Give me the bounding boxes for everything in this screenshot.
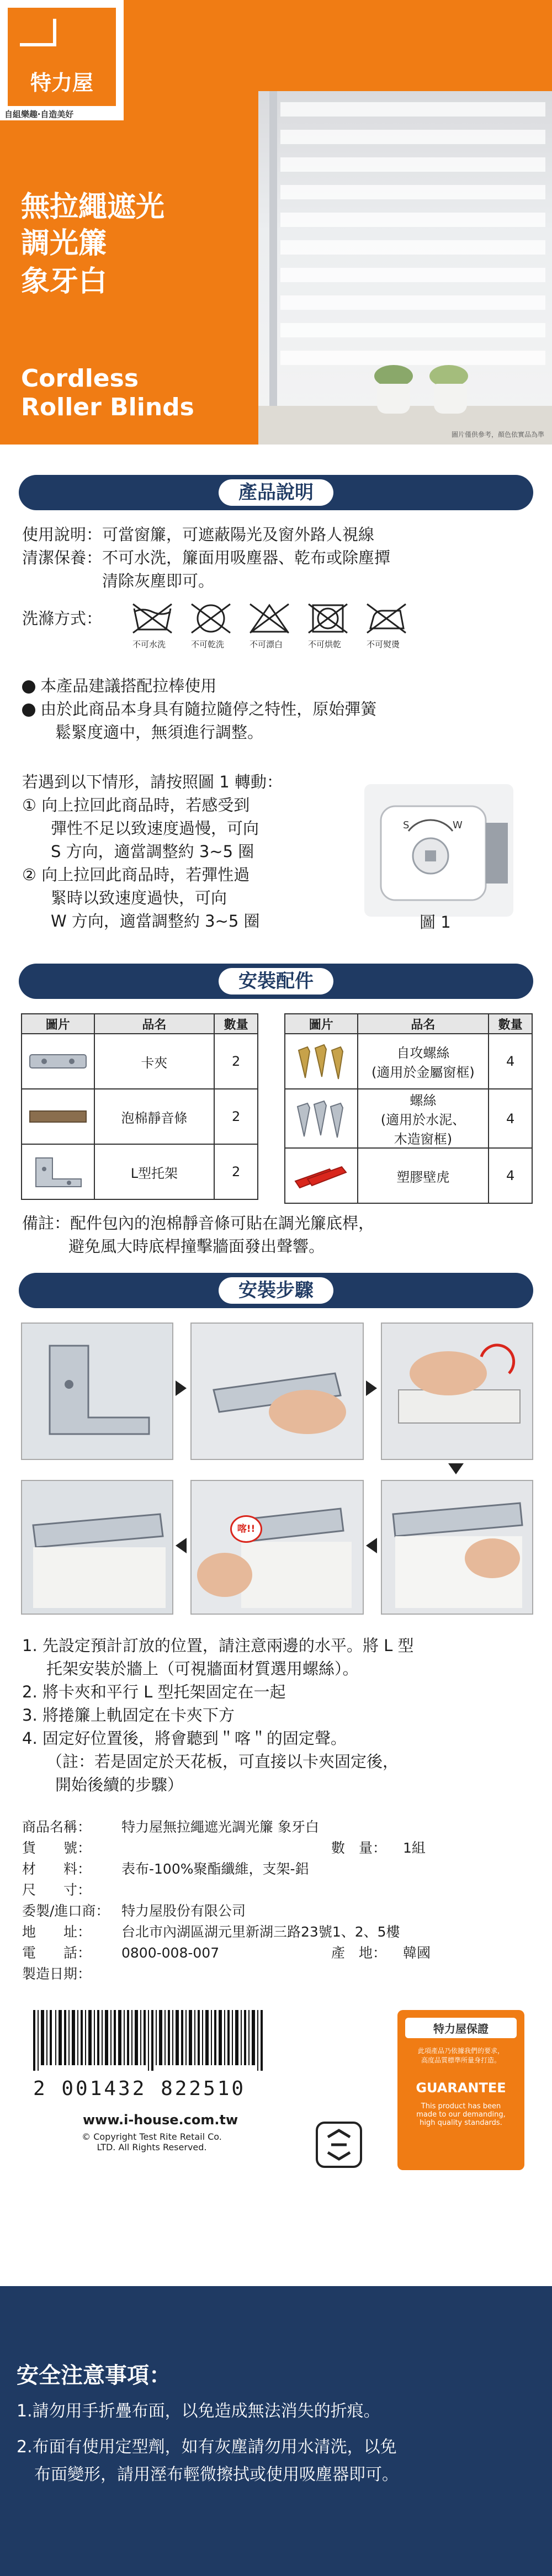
spec-label: 製造日期：: [22, 1966, 92, 1982]
no-dry-clean-icon: [189, 602, 232, 635]
part-qty: 4: [489, 1148, 532, 1203]
title-line: 無拉繩遮光: [21, 191, 165, 224]
svg-text:S: S: [403, 819, 410, 831]
usage-label: 使用說明：: [22, 525, 103, 544]
title-line: 調光簾: [21, 227, 108, 260]
step-photo-4: [382, 1481, 532, 1614]
guarantee-en: high quality standards.: [420, 2119, 502, 2127]
part-name-line: 自攻螺絲: [396, 1045, 450, 1061]
step-text: 開始後續的步驟）: [55, 1775, 184, 1794]
part-qty: 2: [214, 1144, 258, 1199]
step-photo-6: [22, 1481, 172, 1614]
col-header: 數量: [489, 1014, 532, 1034]
spec-value: [403, 1817, 530, 1838]
spring-adjust-diagram: [364, 784, 513, 917]
adjust-line: ① 向上拉回此商品時，若感受到: [22, 796, 250, 814]
table-header-row: [22, 1014, 258, 1034]
table-row: [22, 1144, 258, 1199]
step-photo-1: [22, 1324, 172, 1459]
copyright: [72, 2131, 232, 2152]
section-heading: 安裝配件: [219, 968, 333, 995]
l-bracket-icon: [30, 1152, 86, 1191]
logo-glyph-icon: [20, 19, 56, 46]
part-qty: 2: [214, 1089, 258, 1144]
no-bleach-icon: [248, 602, 291, 635]
spec-label: 貨 號：: [22, 1840, 92, 1856]
part-qty: 4: [489, 1089, 532, 1148]
barcode-icon: [33, 2010, 276, 2076]
spec-label: 數 量：: [331, 1840, 387, 1856]
photo-caption: 圖片僅供參考，顏色依實品為準: [451, 431, 544, 438]
step-text: 4. 固定好位置後，將會聽到＂喀＂的固定聲。: [22, 1729, 347, 1748]
spec-label: [331, 1880, 403, 1901]
step-text: 托架安裝於牆上（可視牆面材質選用螺絲）。: [46, 1659, 359, 1678]
part-image: [22, 1034, 94, 1089]
usage-row: [22, 523, 530, 546]
clean-text-cont: 清除灰塵即可。: [102, 572, 215, 590]
wall-anchor-icon: [291, 1159, 352, 1192]
no-iron-icon: [365, 602, 408, 635]
blind-stripe: [280, 157, 545, 172]
part-image: [22, 1089, 94, 1144]
title-en-line: Cordless: [21, 364, 139, 393]
spec-row: [22, 1964, 530, 1985]
blind-stripe: [280, 295, 545, 310]
logo-mark: [8, 8, 116, 106]
no-tumble-dry-icon: [306, 602, 349, 635]
part-name: L型托架: [94, 1144, 215, 1199]
guarantee-en: made to our demanding,: [416, 2110, 506, 2119]
parts-note-cont: 避免風大時底桿撞擊牆面發出聲響。: [68, 1237, 325, 1256]
recycle-icon: [315, 2120, 363, 2169]
clean-row: [22, 547, 530, 569]
foam-strip-icon: [28, 1105, 88, 1128]
arrow-left-icon: [366, 1538, 377, 1553]
part-image: [285, 1148, 358, 1203]
plant-pot: [377, 384, 410, 414]
click-badge: 喀!!: [230, 1515, 262, 1543]
note-text: 本產品建議搭配拉棒使用: [40, 676, 217, 695]
step-image: [21, 1323, 173, 1460]
spec-label: 委製/進口商：: [22, 1903, 110, 1919]
barcode-number: 2 001432 822510: [33, 2077, 246, 2100]
section-bar-parts: [19, 964, 533, 999]
part-name-line: (適用於金屬窗框): [371, 1065, 475, 1080]
spec-value: 特力屋無拉繩遮光調光簾 象牙白: [121, 1819, 319, 1835]
wash-label: 洗滌方式：: [22, 609, 103, 628]
part-name: 泡棉靜音條: [94, 1089, 215, 1144]
copyright-line: LTD. All Rights Reserved.: [97, 2142, 207, 2152]
spec-value: 表布-100%聚酯纖維，支架-鋁: [121, 1861, 309, 1877]
table-row: [285, 1089, 532, 1148]
spec-value: [403, 1880, 530, 1901]
note-text-cont: 鬆緊度適中，無須進行調整。: [55, 723, 264, 742]
bullet-icon: [22, 703, 35, 717]
spec-value: [121, 1838, 331, 1859]
step-photo-3: [382, 1324, 532, 1459]
wash-icon-label: 不可水洗: [132, 639, 166, 649]
product-color: 象牙白: [21, 265, 108, 298]
screw-icon: [291, 1097, 352, 1141]
spec-label: 材 料：: [22, 1861, 92, 1877]
part-image: [285, 1034, 358, 1089]
spec-value: 0800-008-007: [121, 1945, 220, 1961]
part-name: 卡夾: [94, 1034, 215, 1089]
step-text: 1. 先設定預計訂放的位置，請注意兩邊的水平。將 L 型: [22, 1636, 414, 1655]
spec-row: [22, 1943, 530, 1964]
col-header: 圖片: [22, 1014, 94, 1034]
step-image: [381, 1480, 533, 1615]
arrow-left-icon: [176, 1538, 187, 1553]
spec-value: 特力屋股份有限公司: [121, 1903, 246, 1919]
note-text: 由於此商品本身具有隨拉隨停之特性，原始彈簧: [40, 700, 377, 718]
brand-logo: [0, 0, 124, 120]
adjust-line: ② 向上拉回此商品時，若彈性過: [22, 865, 250, 884]
svg-text:W: W: [453, 819, 463, 831]
adjust-line: W 方向，適當調整約 3~5 圈: [51, 912, 260, 930]
spec-label: [331, 1817, 403, 1838]
wash-icon-label: 不可熨燙: [367, 639, 400, 649]
self-tapping-screw-icon: [291, 1039, 352, 1083]
spec-table: [22, 1817, 530, 1985]
table-row: [285, 1034, 532, 1089]
guarantee-badge: [397, 2010, 524, 2170]
step-image: [190, 1323, 364, 1460]
section-heading: 安裝步驟: [219, 1277, 333, 1304]
step-image: [190, 1480, 364, 1615]
wash-icon-label: 不可烘乾: [308, 639, 342, 649]
part-name: 塑膠壁虎: [358, 1148, 489, 1203]
part-qty: 4: [489, 1034, 532, 1089]
safety-panel: [0, 2286, 552, 2576]
blind-stripe: [280, 102, 545, 117]
spec-value: [403, 1964, 530, 1985]
step-text: 2. 將卡夾和平行 L 型托架固定在一起: [22, 1683, 286, 1701]
step-image: [381, 1323, 533, 1460]
guarantee-cn: 高度品質標準所量身打造。: [421, 2056, 501, 2064]
arrow-right-icon: [366, 1380, 377, 1396]
step-text: 3. 將捲簾上軌固定在卡夾下方: [22, 1706, 235, 1725]
blind-stripe: [280, 130, 545, 144]
copyright-line: © Copyright Test Rite Retail Co.: [82, 2131, 222, 2142]
spec-row: [22, 1880, 530, 1901]
safety-item: 2.布面有使用定型劑，如有灰塵請勿用水清洗，以免: [17, 2437, 397, 2457]
adjust-line: 彈性不足以致速度過慢，可向: [51, 819, 259, 838]
section-bar-steps: [19, 1273, 533, 1308]
spec-value: [121, 1964, 331, 1985]
adjust-intro: 若遇到以下情形，請按照圖 1 轉動：: [22, 773, 283, 791]
spec-value: 韓國: [403, 1945, 431, 1961]
spec-label: 地 址：: [22, 1924, 92, 1940]
note-row: [22, 698, 376, 720]
product-title-en: [21, 364, 253, 422]
spec-row: [22, 1922, 530, 1943]
spec-value: [403, 1901, 530, 1922]
spec-label: [331, 1859, 403, 1880]
website-url: www.i-house.com.tw: [83, 2112, 238, 2128]
clean-label: 清潔保養：: [22, 548, 103, 567]
col-header: 圖片: [285, 1014, 358, 1034]
arrow-right-icon: [176, 1380, 187, 1396]
arrow-down-icon: [448, 1463, 464, 1474]
spec-row: [22, 1817, 530, 1838]
spec-label: 商品名稱：: [22, 1819, 92, 1835]
guarantee-title: 特力屋保證: [405, 2018, 517, 2038]
title-en-line: Roller Blinds: [21, 393, 194, 421]
guarantee-en-title: GUARANTEE: [416, 2080, 506, 2096]
brand-tagline: 自組樂趣‧自造美好: [4, 109, 74, 119]
part-image: [22, 1144, 94, 1199]
blind-stripe: [280, 268, 545, 282]
safety-item-cont: 布面變形，請用溼布輕微擦拭或使用吸塵器即可。: [34, 2465, 399, 2484]
spec-row: [22, 1901, 530, 1922]
blind-stripe: [280, 323, 545, 337]
part-qty: 2: [214, 1034, 258, 1089]
note-row: [22, 675, 216, 697]
table-row: [22, 1089, 258, 1144]
table-row: [22, 1034, 258, 1089]
no-wash-icon: [131, 602, 174, 635]
section-heading: 產品說明: [219, 479, 333, 506]
step-image: [21, 1480, 173, 1615]
step-photo-2: [192, 1324, 363, 1459]
blind-stripe: [280, 185, 545, 199]
product-photo: [258, 91, 552, 445]
spec-row: [22, 1838, 530, 1859]
spec-value: [121, 1880, 331, 1901]
part-name-line: 螺絲: [410, 1093, 437, 1108]
spec-label: [331, 1964, 403, 1985]
spec-label: [331, 1901, 403, 1922]
col-header: 品名: [358, 1014, 489, 1034]
adjust-line: S 方向，適當調整約 3~5 圈: [51, 842, 254, 861]
part-name-line: 木造窗框): [394, 1131, 453, 1147]
spec-label: 電 話：: [22, 1945, 92, 1961]
part-name-line: (適用於水泥、: [380, 1112, 466, 1128]
adjust-line: 緊時以致速度過快，可向: [51, 888, 227, 907]
parts-note: 備註：配件包內的泡棉靜音條可貼在調光簾底桿，: [22, 1214, 375, 1233]
parts-table-left: [21, 1013, 258, 1200]
spec-value: 1組: [403, 1840, 426, 1856]
blind-stripe: [280, 351, 545, 365]
brand-name: 特力屋: [30, 71, 93, 95]
col-header: 品名: [94, 1014, 215, 1034]
spec-value: [403, 1859, 530, 1880]
wash-icon-label: 不可漂白: [250, 639, 283, 649]
part-name: [358, 1034, 489, 1089]
spec-row: [22, 1859, 530, 1880]
parts-table-right: [284, 1013, 533, 1204]
guarantee-cn: 此項產品乃依據我們的要求，: [417, 2047, 504, 2055]
table-row: [285, 1148, 532, 1203]
clean-text: 不可水洗，簾面用吸塵器、乾布或除塵撢: [102, 548, 391, 567]
guarantee-en: This product has been: [421, 2102, 501, 2110]
usage-text: 可當窗簾，可遮蔽陽光及窗外路人視線: [102, 525, 375, 544]
spec-value: 台北市內湖區湖元里新湖三路23號1、2、5樓: [121, 1924, 400, 1940]
step-photo-5: [192, 1481, 363, 1614]
section-bar-description: [19, 475, 533, 510]
wash-icon-label: 不可乾洗: [191, 639, 225, 649]
clip-icon: [28, 1049, 88, 1073]
figure-label: 圖 1: [420, 913, 451, 932]
part-name: [358, 1089, 489, 1148]
blind-stripe: [280, 213, 545, 227]
bullet-icon: [22, 680, 35, 694]
col-header: 數量: [214, 1014, 258, 1034]
safety-item: 1.請勿用手折疊布面，以免造成無法消失的折痕。: [17, 2402, 380, 2421]
plant-pot: [434, 384, 467, 414]
blind-stripe: [280, 240, 545, 255]
spec-label: 產 地：: [331, 1945, 387, 1961]
table-header-row: [285, 1014, 532, 1034]
step-text: （註：若是固定於天花板，可直接以卡夾固定後，: [46, 1752, 399, 1771]
part-image: [285, 1089, 358, 1148]
product-title: [21, 189, 253, 262]
spec-label: 尺 寸：: [22, 1882, 92, 1898]
safety-heading: 安全注意事項：: [17, 2363, 171, 2388]
